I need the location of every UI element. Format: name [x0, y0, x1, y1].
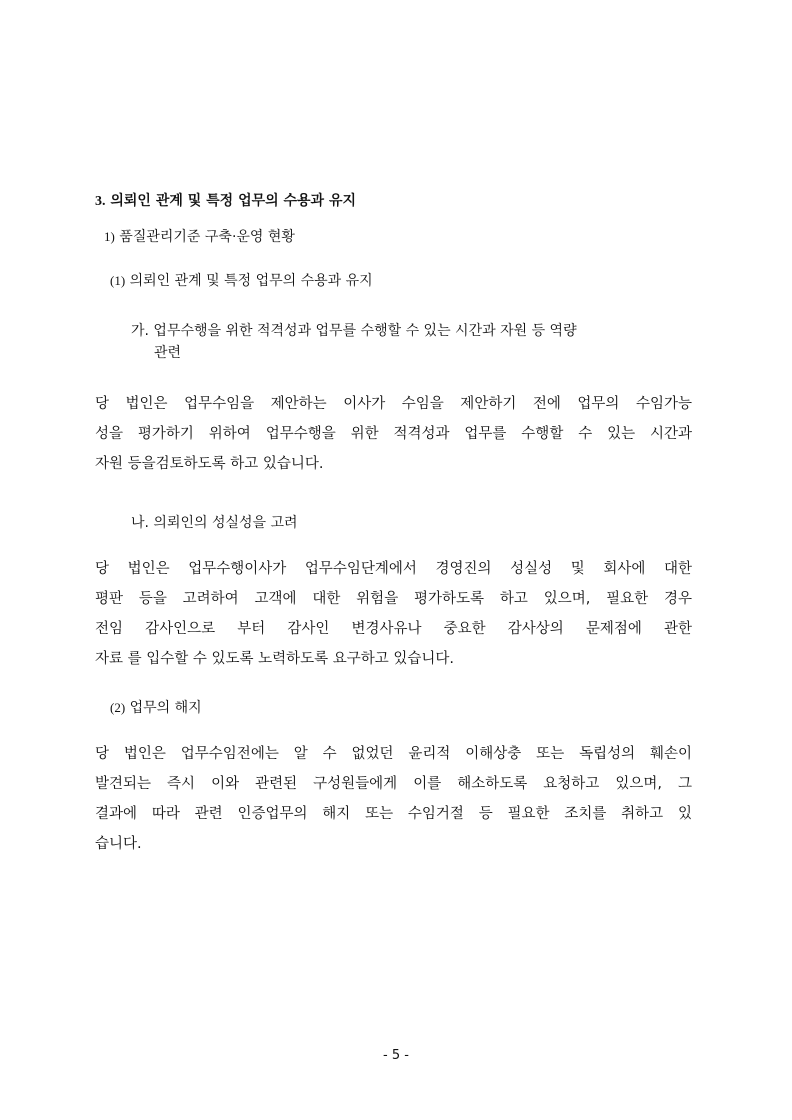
subsubsection-number: (1)	[110, 273, 126, 288]
subsubsection-title: 의뢰인 관계 및 특정 업무의 수용과 유지	[129, 273, 373, 289]
paragraph-3-line: 결과에 따라 관련 인증업무의 해지 또는 수임거절 등 필요한 조치를 취하고 있	[95, 806, 692, 822]
subsection-heading-1	[104, 226, 295, 246]
item-na-heading: 나. 의뢰인의 성실성을 고려	[131, 515, 298, 531]
item-ga-heading	[131, 320, 577, 364]
paragraph-3-line: 발견되는 즉시 이와 관련된 구성원들에게 이를 해소하도록 요청하고 있으며, 그	[95, 776, 692, 792]
section-number: 3.	[95, 194, 106, 209]
subsubsection-title: 업무의 해지	[129, 700, 202, 716]
paragraph-3-line: 당 법인은 업무수임전에는 알 수 없었던 윤리적 이해상충 또는 독립성의 훼손이	[95, 746, 692, 762]
paragraph-2-line: 자료 를 입수할 수 있도록 노력하도록 요구하고 있습니다.	[95, 651, 455, 667]
paragraph-2-line: 평판 등을 고려하여 고객에 대한 위험을 평가하도록 하고 있으며, 필요한 경우	[95, 591, 692, 607]
subsection-title: 품질관리기준 구축·운영 현황	[119, 229, 295, 245]
paragraph-2-line: 전임 감사인으로 부터 감사인 변경사유나 중요한 감사상의 문제점에 관한	[95, 621, 692, 637]
paragraph-1	[95, 389, 692, 479]
paragraph-1-line: 당 법인은 업무수임을 제안하는 이사가 수임을 제안하기 전에 업무의 수임가능	[95, 396, 692, 412]
section-heading	[95, 190, 356, 210]
paragraph-1-line: 자원 등을검토하도록 하고 있습니다.	[95, 456, 324, 472]
paragraph-2	[95, 554, 692, 674]
item-ga-line1: 가. 업무수행을 위한 적격성과 업무를 수행할 수 있는 시간과 자원 등 역량	[131, 323, 577, 339]
paragraph-3	[95, 739, 692, 859]
paragraph-3-line: 습니다.	[95, 836, 142, 852]
subsubsection-heading-1	[110, 270, 373, 290]
subsubsection-number: (2)	[110, 700, 126, 715]
subsection-number: 1)	[104, 229, 115, 244]
paragraph-1-line: 성을 평가하기 위하여 업무수행을 위한 적격성과 업무를 수행할 수 있는 시간과	[95, 426, 692, 442]
page-number: - 5 -	[383, 1048, 409, 1063]
subsubsection-heading-2	[110, 697, 202, 717]
item-ga-line2: 관련	[154, 345, 182, 361]
section-title: 의뢰인 관계 및 특정 업무의 수용과 유지	[110, 193, 357, 209]
paragraph-2-line: 당 법인은 업무수행이사가 업무수임단계에서 경영진의 성실성 및 회사에 대한	[95, 561, 692, 577]
